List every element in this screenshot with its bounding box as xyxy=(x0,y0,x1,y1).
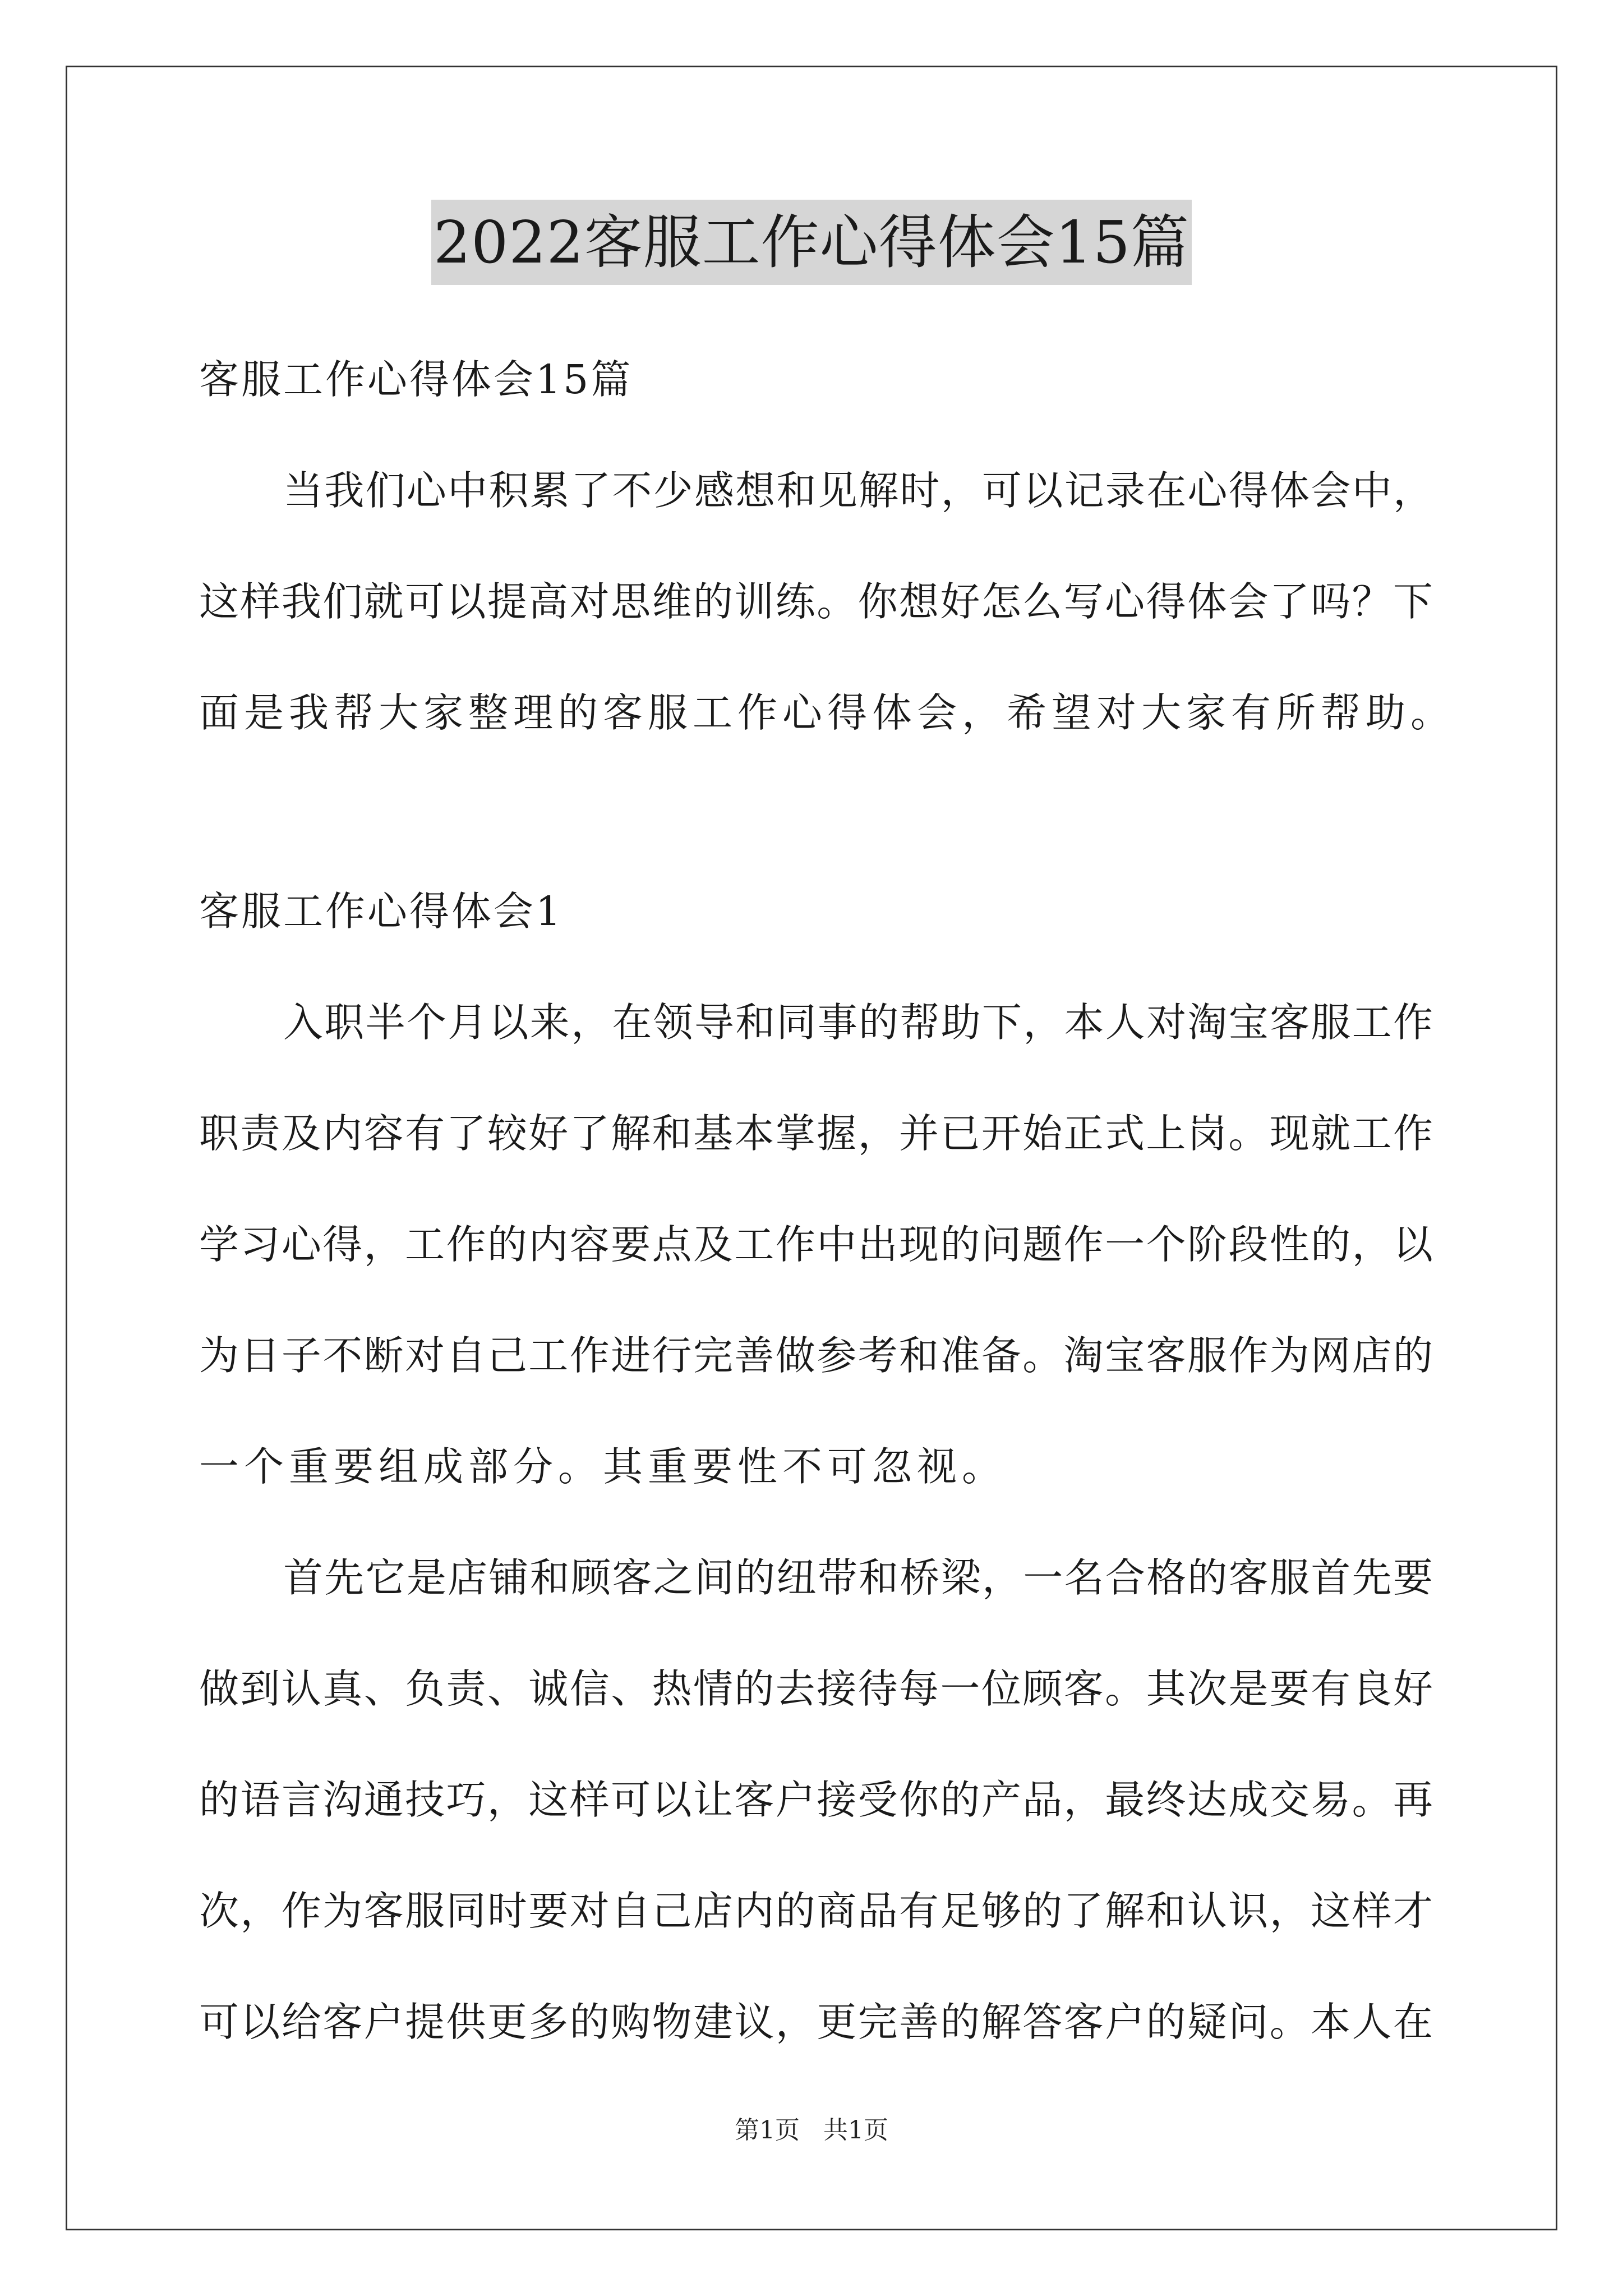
paragraph-line: 为日子不断对自己工作进行完善做参考和准备。淘宝客服作为网店的 xyxy=(199,1332,1433,1379)
paragraph-line: 入职半个月以来，在领导和同事的帮助下，本人对淘宝客服工作 xyxy=(283,999,1433,1046)
paragraph-line: 可以给客户提供更多的购物建议，更完善的解答客户的疑问。本人在 xyxy=(199,1999,1433,2045)
title-container xyxy=(0,200,1623,285)
section-heading: 客服工作心得体会1 xyxy=(199,888,564,935)
document-title: 2022客服工作心得体会15篇 xyxy=(431,200,1192,285)
intro-line: 当我们心中积累了不少感想和见解时，可以记录在心得体会中， xyxy=(283,467,1433,514)
paragraph-line: 职责及内容有了较好了解和基本掌握，并已开始正式上岗。现就工作 xyxy=(199,1110,1433,1157)
page-number-current: 第1页 xyxy=(735,2116,800,2145)
paragraph-line: 的语言沟通技巧，这样可以让客户接受你的产品，最终达成交易。再 xyxy=(199,1777,1433,1823)
paragraph-line: 次，作为客服同时要对自己店内的商品有足够的了解和认识，这样才 xyxy=(199,1888,1433,1934)
intro-line: 面是我帮大家整理的客服工作心得体会，希望对大家有所帮助。 xyxy=(199,689,1456,736)
page-number-total: 共1页 xyxy=(823,2116,888,2145)
document-subtitle: 客服工作心得体会15篇 xyxy=(199,356,633,403)
page-footer xyxy=(0,2114,1623,2147)
intro-line: 这样我们就可以提高对思维的训练。你想好怎么写心得体会了吗？下 xyxy=(199,578,1433,625)
paragraph-line: 一个重要组成部分。其重要性不可忽视。 xyxy=(199,1443,1007,1490)
paragraph-line: 学习心得，工作的内容要点及工作中出现的问题作一个阶段性的，以 xyxy=(199,1221,1433,1268)
paragraph-line: 首先它是店铺和顾客之间的纽带和桥梁，一名合格的客服首先要 xyxy=(283,1554,1433,1601)
paragraph-line: 做到认真、负责、诚信、热情的去接待每一位顾客。其次是要有良好 xyxy=(199,1665,1433,1712)
